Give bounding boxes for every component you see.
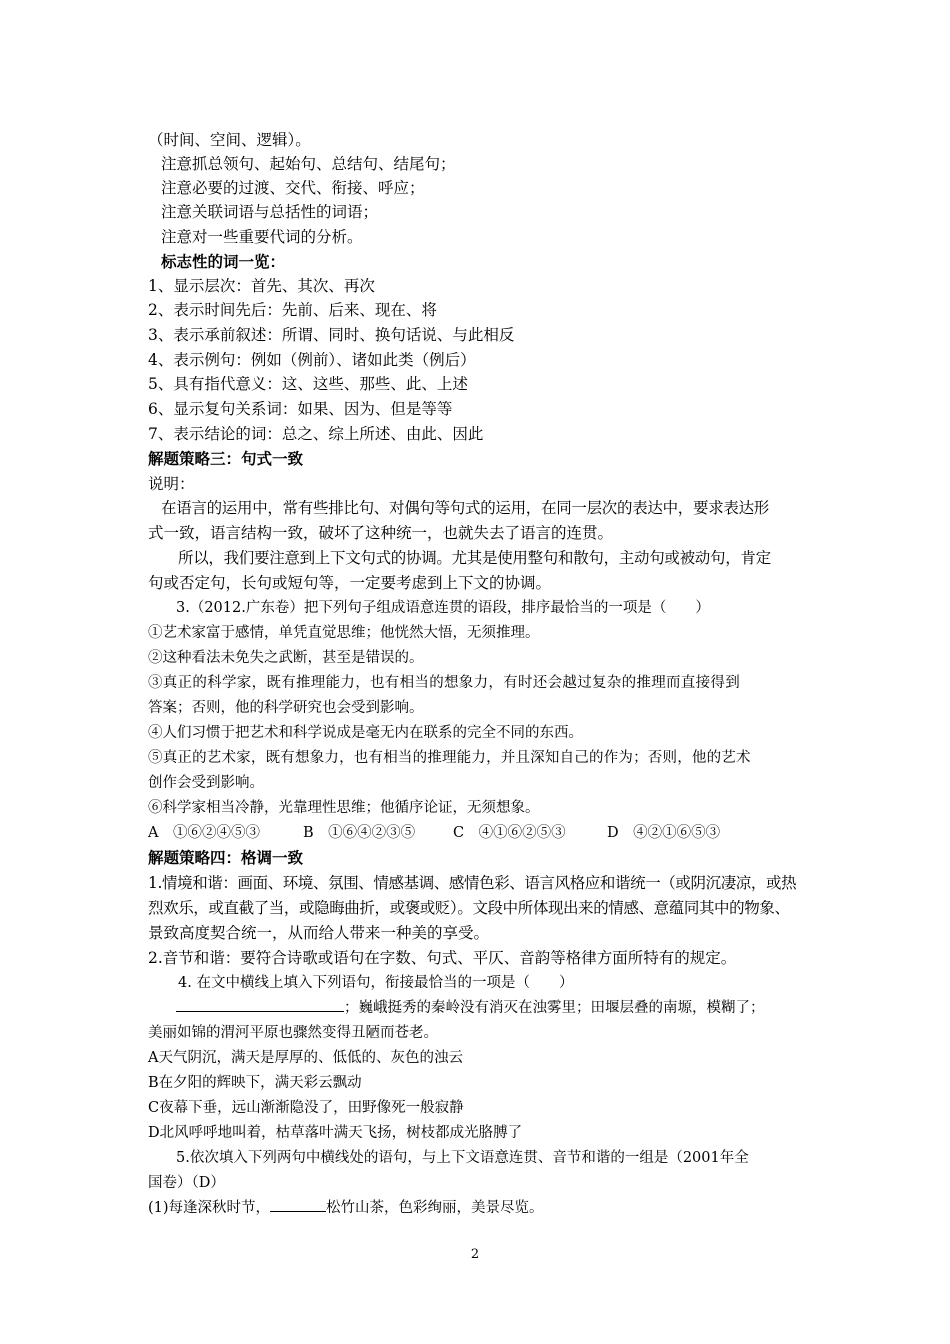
text-line: 句或否定句，长句或短句等，一定要考虑到上下文的协调。 [148, 574, 552, 592]
section-heading: 标志性的词一览： [161, 252, 286, 271]
text-line [176, 996, 765, 1020]
text-line: 注意抓总领句、起始句、总结句、结尾句； [161, 155, 456, 173]
text-line: 说明： [148, 475, 195, 493]
text-line: 景致高度契合统一，从而给人带来一种美的享受。 [148, 924, 490, 942]
question-stem: 3.（2012.广东卷）把下列句子组成语意连贯的语段，排序最恰当的一项是（ ） [176, 600, 710, 616]
list-item: 2、表示时间先后：先前、后来、现在、将 [148, 301, 437, 319]
answer-option: C ④①⑥②⑤③ [453, 825, 566, 841]
answer-option: D ④②①⑥⑤③ [607, 825, 721, 841]
section-heading: 解题策略四：格调一致 [148, 848, 304, 867]
text-line: 注意关联词语与总括性的词语； [161, 203, 379, 221]
text-line: 国卷）（D） [148, 1175, 225, 1191]
list-item: 1、显示层次：首先、其次、再次 [148, 277, 375, 295]
text-line: 美丽如锦的渭河平原也骤然变得丑陋而苍老。 [148, 1025, 438, 1041]
text-line: 2.音节和谐：要符合诗歌或语句在字数、句式、平仄、音韵等格律方面所特有的规定。 [148, 949, 737, 967]
sentence-end: 松竹山茶，色彩绚丽，美景尽览。 [326, 1200, 544, 1216]
question-stem: 5.依次填入下列两句中横线处的语句，与上下文语意连贯、音节和谐的一组是（2001年全 [176, 1150, 749, 1166]
text-line [148, 1196, 544, 1220]
text-line: ⑥科学家相当冷静，光靠理性思维；他循序论证，无须想象。 [148, 800, 540, 816]
text-line: 注意对一些重要代词的分析。 [161, 228, 363, 246]
text-line: ①艺术家富于感情，单凭直觉思维；他恍然大悟，无须推理。 [148, 625, 540, 641]
answer-option: A天气阴沉，满天是厚厚的、低低的、灰色的浊云 [148, 1050, 463, 1066]
list-item: 4、表示例句：例如（例前）、诸如此类（例后） [148, 351, 476, 369]
answer-option: C夜幕下垂，远山渐渐隐没了，田野像死一般寂静 [148, 1100, 464, 1116]
text-line: ②这种看法未免失之武断，甚至是错误的。 [148, 650, 424, 666]
text-line: 1.情境和谐：画面、环境、氛围、情感基调、感情色彩、语言风格应和谐统一（或阴沉凄凉，或热 [148, 874, 797, 892]
answer-blank [176, 996, 344, 1012]
list-item: 6、显示复句关系词：如果、因为、但是等等 [148, 400, 453, 418]
answer-option: B ①⑥④②③⑤ [303, 825, 416, 841]
section-heading: 解题策略三：句式一致 [148, 449, 304, 468]
text-line: 注意必要的过渡、交代、衔接、呼应； [161, 179, 425, 197]
text-line: 答案；否则，他的科学研究也会受到影响。 [148, 700, 424, 716]
text-line: 创作会受到影响。 [148, 775, 264, 791]
page-number: 2 [470, 1247, 480, 1262]
blank-following-text: ；巍峨挺秀的秦岭没有消灭在浊雾里；田堰层叠的南塬，模糊了； [344, 1000, 765, 1016]
list-item: 7、表示结论的词：总之、综上所述、由此、因此 [148, 425, 484, 443]
text-line: ⑤真正的艺术家，既有想象力，也有相当的推理能力，并且深知自己的作为；否则，他的艺术 [148, 750, 751, 766]
question-stem: 4. 在文中横线上填入下列语句，衔接最恰当的一项是（ ） [178, 975, 574, 991]
list-item: 3、表示承前叙述：所谓、同时、换句话说、与此相反 [148, 326, 515, 344]
text-line: 所以，我们要注意到上下文句式的协调。尤其是使用整句和散句，主动句或被动句，肯定 [178, 549, 771, 567]
answer-option: B在夕阳的辉映下，满天彩云飘动 [148, 1075, 362, 1091]
text-line: （时间、空间、逻辑）。 [148, 131, 311, 149]
text-line: 烈欢乐，或直截了当，或隐晦曲折，或褒或贬）。文段中所体现出来的情感、意蕴同其中的物象、 [148, 899, 790, 917]
text-line: 在语言的运用中，常有些排比句、对偶句等句式的运用，在同一层次的表达中，要求表达形 [161, 499, 770, 517]
answer-blank [270, 1196, 326, 1212]
answer-option: A ①⑥②④⑤③ [148, 825, 260, 841]
text-line: ④人们习惯于把艺术和科学说成是毫无内在联系的完全不同的东西。 [148, 725, 583, 741]
list-item: 5、具有指代意义：这、这些、那些、此、上述 [148, 375, 468, 393]
sentence-start: (1)每逢深秋时节， [148, 1200, 271, 1216]
answer-option: D北风呼呼地叫着，枯草落叶满天飞扬，树枝都成光胳膊了 [148, 1125, 523, 1141]
text-line: ③真正的科学家，既有推理能力，也有相当的想象力，有时还会越过复杂的推理而直接得到 [148, 675, 740, 691]
text-line: 式一致，语言结构一致，破坏了这种统一，也就失去了语言的连贯。 [148, 524, 614, 542]
